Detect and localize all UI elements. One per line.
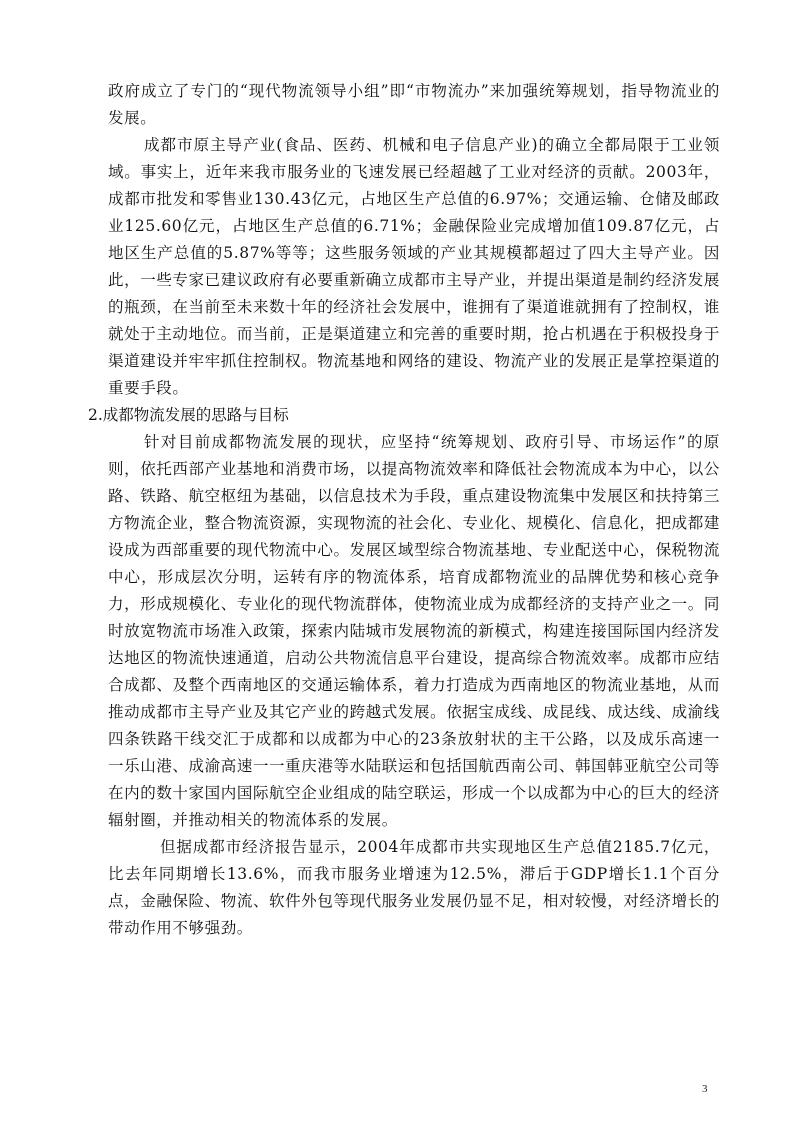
document-body <box>88 78 720 942</box>
paragraph-industry: 成都市原主导产业(食品、医药、机械和电子信息产业)的确立全都局限于工业领域。事实上，近年来我市服务业的飞速发展已经超越了工业对经济的贡献。2003年，成都市批发和零售业130.43亿元，占地区生产总值的6.97%；交通运输、仓储及邮政业125.60亿元，占地区生产总值的6.71%；金融保险业完成增加值109.87亿元，占地区生产总值的5.87%等等；这些服务领域的产业其规模都超过了四大主导产业。因此，一些专家已建议政府有必要重新确立成都市主导产业，并提出渠道是制约经济发展的瓶颈，在当前至未来数十年的经济社会发展中，谁拥有了渠道谁就拥有了控制权，谁就处于主动地位。而当前，正是渠道建立和完善的重要时期，抢占机遇在于积极投身于渠道建设并牢牢抓住控制权。物流基地和网络的建设、物流产业的发展正是掌控渠道的重要手段。 <box>108 136 720 397</box>
paragraph-strategy: 针对目前成都物流发展的现状，应坚持“统筹规划、政府引导、市场运作”的原则，依托西部产业基地和消费市场，以提高物流效率和降低社会物流成本为中心，以公路、铁路、航空枢纽为基础，以信息技术为手段，重点建设物流集中发展区和扶持第三方物流企业，整合物流资源，实现物流的社会化、专业化、规模化、信息化，把成都建设成为西部重要的现代物流中心。发展区域型综合物流基地、专业配送中心，保税物流中心，形成层次分明，运转有序的物流体系，培育成都物流业的品牌优势和核心竞争力，形成规模化、专业化的现代物流群体，使物流业成为成都经济的支持产业之一。同时放宽物流市场准入政策，探索内陆城市发展物流的新模式，构建连接国际国内经济发达地区的物流快速通道，启动公共物流信息平台建设，提高综合物流效率。成都市应结合成都、及整个西南地区的交通运输体系，着力打造成为西南地区的物流业基地，从而推动成都市主导产业及其它产业的跨越式发展。依据宝成线、成昆线、成达线、成渝线四条铁路干线交汇于成都和以成都为中心的23条放射状的主干公路，以及成乐高速一一乐山港、成渝高速一一重庆港等水陆联运和包括国航西南公司、韩国韩亚航空公司等在内的数十家国内国际航空企业组成的陆空联运，形成一个以成都为中心的巨大的经济辐射圈，并推动相关的物流体系的发展。 <box>108 433 720 829</box>
section-heading: 2.成都物流发展的思路与目标 <box>88 406 289 424</box>
paragraph-report: 但据成都市经济报告显示，2004年成都市共实现地区生产总值2185.7亿元，比去年同期增长13.6%，而我市服务业增速为12.5%，滞后于GDP增长1.1个百分点，金融保险、物流、软件外包等现代服务业发展仍显不足，相对较慢，对经济增长的带动作用不够强劲。 <box>108 838 720 937</box>
paragraph-intro: 政府成立了专门的“现代物流领导小组”即“市物流办”来加强统筹规划，指导物流业的发展。 <box>108 82 720 127</box>
page-number: 3 <box>702 1083 708 1095</box>
